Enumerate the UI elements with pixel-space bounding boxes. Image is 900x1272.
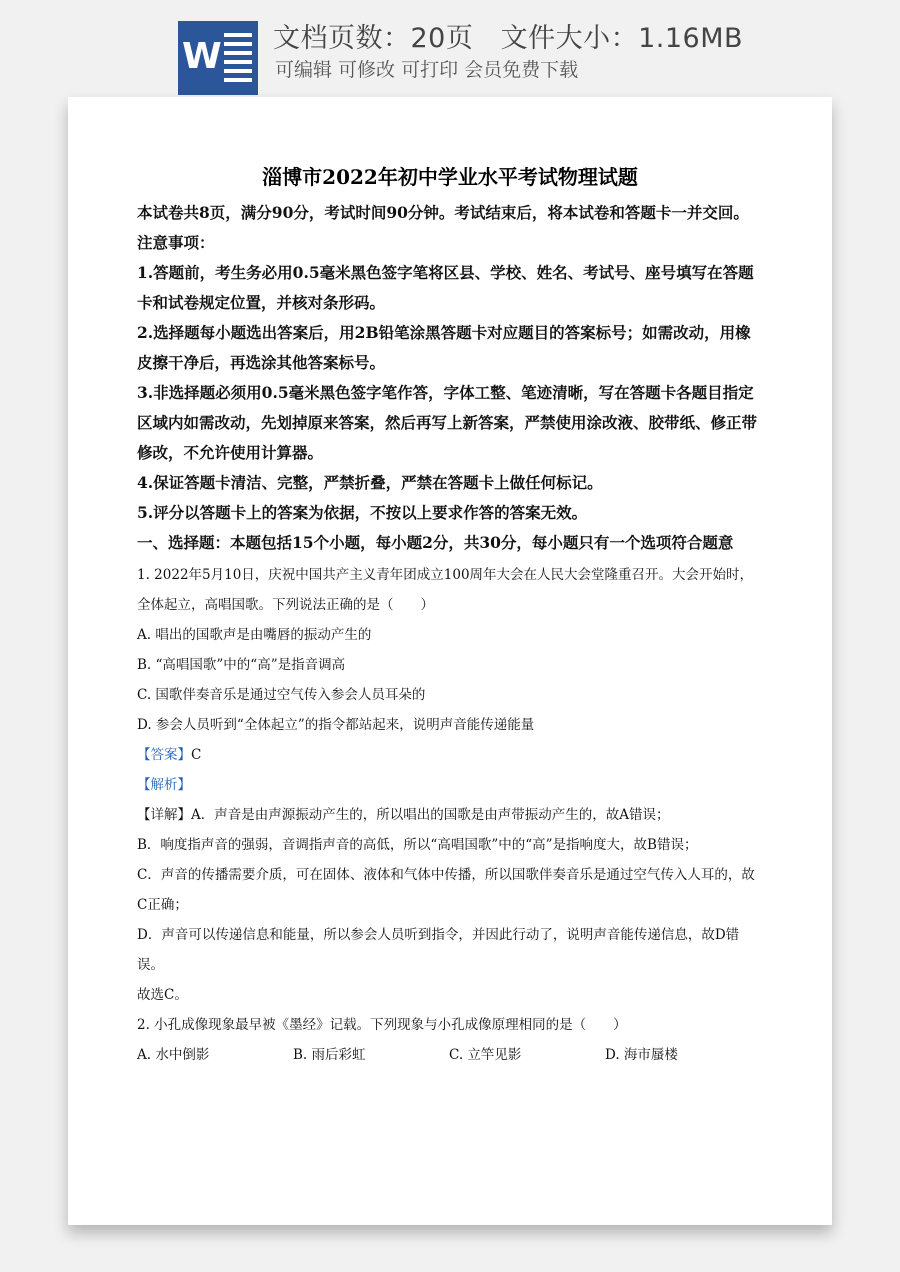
section-heading: 一、选择题：本题包括15个小题，每小题2分，共30分，每小题只有一个选项符合题意: [137, 533, 734, 552]
word-doc-icon: W: [178, 21, 258, 95]
q1-stem: 全体起立，高唱国歌。下列说法正确的是（ ）: [137, 597, 434, 613]
detail-line: C正确；: [137, 897, 188, 913]
q2-option-b: B. 雨后彩虹: [293, 1047, 366, 1063]
detail-line: D．声音可以传递信息和能量，所以参会人员听到指令，并因此行动了，说明声音能传递信息，故D错: [137, 927, 740, 943]
answer-value: C: [191, 747, 202, 763]
q1-option-b: B. “高唱国歌”中的“高”是指音调高: [137, 657, 346, 673]
detail-line: C．声音的传播需要介质，可在固体、液体和气体中传播，所以国歌伴奏音乐是通过空气传入人耳的，故: [137, 867, 755, 883]
detail-line: 【详解】A．声音是由声源振动产生的，所以唱出的国歌是由声带振动产生的，故A错误；: [137, 807, 670, 823]
intro-text: 本试卷共8页，满分90分，考试时间90分钟。考试结束后，将本试卷和答题卡一并交回。: [137, 203, 749, 222]
note-line: 修改，不允许使用计算器。: [137, 443, 324, 462]
note-line: 1.答题前，考生务必用0.5毫米黑色签字笔将区县、学校、姓名、考试号、座号填写在答题: [137, 263, 754, 282]
q2-option-d: D. 海市蜃楼: [605, 1047, 678, 1063]
answer-tag: 【答案】: [137, 747, 191, 763]
doc-meta-pages-size: 文档页数：20页 文件大小：1.16MB: [273, 23, 744, 54]
header-banner: [0, 0, 900, 96]
note-line: 2.选择题每小题选出答案后，用2B铅笔涂黑答题卡对应题目的答案标号；如需改动，用橡: [137, 323, 751, 342]
q1-option-a: A. 唱出的国歌声是由嘴唇的振动产生的: [137, 627, 372, 643]
q1-option-c: C. 国歌伴奏音乐是通过空气传入参会人员耳朵的: [137, 687, 426, 703]
note-line: 区域内如需改动，先划掉原来答案，然后再写上新答案，严禁使用涂改液、胶带纸、修正带: [137, 413, 758, 432]
q2-stem: 2. 小孔成像现象最早被《墨经》记载。下列现象与小孔成像原理相同的是（ ）: [137, 1017, 627, 1033]
note-line: 5.评分以答题卡上的答案为依据，不按以上要求作答的答案无效。: [137, 503, 588, 522]
analysis-tag: 【解析】: [137, 777, 191, 793]
detail-line: B．响度指声音的强弱，音调指声音的高低，所以“高唱国歌”中的“高”是指响度大，故B错误；: [137, 837, 698, 853]
note-line: 4.保证答题卡清洁、完整，严禁折叠，严禁在答题卡上做任何标记。: [137, 473, 603, 492]
page-title: 淄博市2022年初中学业水平考试物理试题: [262, 165, 638, 189]
q2-option-a: A. 水中倒影: [137, 1047, 210, 1063]
note-line: 3.非选择题必须用0.5毫米黑色签字笔作答，字体工整、笔迹清晰，写在答题卡各题目指定: [137, 383, 754, 402]
detail-line: 误。: [137, 957, 164, 973]
document-page: [68, 97, 832, 1225]
doc-meta-features: 可编辑 可修改 可打印 会员免费下载: [275, 59, 579, 81]
q1-option-d: D. 参会人员听到“全体起立”的指令都站起来，说明声音能传递能量: [137, 717, 535, 733]
note-line: 卡和试卷规定位置，并核对条形码。: [137, 293, 386, 312]
q1-answer: [137, 743, 201, 763]
notice-heading: 注意事项：: [137, 233, 215, 252]
detail-line: 故选C。: [137, 987, 188, 1003]
note-line: 皮擦干净后，再选涂其他答案标号。: [137, 353, 386, 372]
q1-stem: 1. 2022年5月10日，庆祝中国共产主义青年团成立100周年大会在人民大会堂隆重召开。大会开始时，: [137, 567, 754, 583]
q2-option-c: C. 立竿见影: [449, 1047, 522, 1063]
